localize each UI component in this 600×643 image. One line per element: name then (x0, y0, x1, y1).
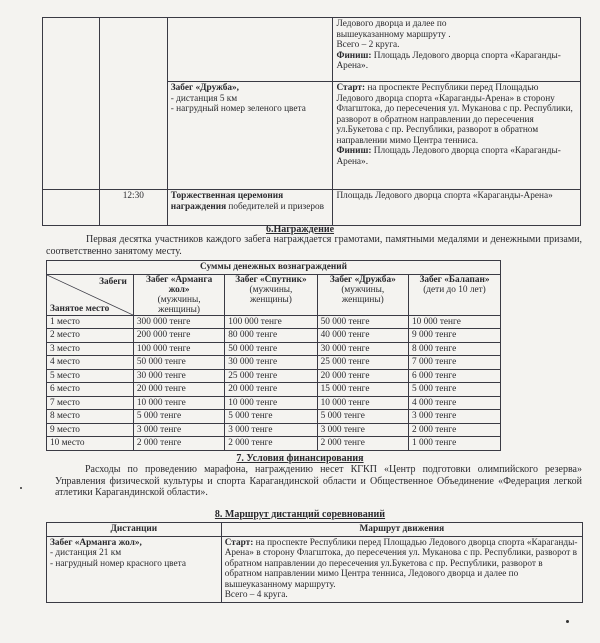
route-cell: Ледового дворца и далее по вышеуказанному маршруту . Всего – 2 круга. Финиш: Площадь Ледового дворца спорта «Караганды-Арена». (333, 18, 581, 82)
table-row (47, 423, 501, 437)
prize-cell: 50 000 тенге (225, 342, 317, 356)
prize-cell: 20 000 тенге (133, 383, 224, 397)
prize-cell: 3 000 тенге (408, 410, 500, 424)
table-row (47, 410, 501, 424)
section-7-heading: 7. Условия финансирования (236, 453, 364, 464)
place-cell: 1 место (47, 315, 134, 329)
prize-table-title: Суммы денежных вознаграждений (47, 261, 501, 275)
prize-cell: 80 000 тенге (225, 329, 317, 343)
prize-cell: 10 000 тенге (133, 396, 224, 410)
prize-cell: 50 000 тенге (317, 315, 408, 329)
table-row (47, 369, 501, 383)
prize-cell: 30 000 тенге (133, 369, 224, 383)
corner-header-cell (47, 274, 134, 315)
prize-cell: 2 000 тенге (225, 437, 317, 451)
column-header: Забег «Дружба» (мужчины, женщины) (317, 274, 408, 315)
prize-cell: 300 000 тенге (133, 315, 224, 329)
prize-table-body (47, 315, 501, 450)
event-cell: Торжественная церемония награждения победителей и призеров (167, 190, 333, 226)
section-6-heading: 6.Награждение (265, 224, 335, 235)
prize-cell: 25 000 тенге (225, 369, 317, 383)
prize-cell: 9 000 тенге (408, 329, 500, 343)
corner-top-label: Забеги (99, 276, 127, 287)
prize-table (46, 260, 501, 451)
table-row (43, 190, 581, 226)
place-cell: 5 место (47, 369, 134, 383)
prize-cell: 6 000 тенге (408, 369, 500, 383)
prize-cell: 40 000 тенге (317, 329, 408, 343)
prize-cell: 20 000 тенге (225, 383, 317, 397)
distance-cell: Забег «Арманга жол», - дистанция 21 км - нагрудный номер красного цвета (47, 536, 222, 602)
table-row (47, 437, 501, 451)
table-row (47, 536, 583, 602)
scan-speck (20, 487, 22, 489)
route-table-header: Дистанции Маршрут движения (47, 523, 583, 537)
route-cell: Старт: на проспекте Республики перед Площадью Ледового дворца спорта «Караганды-Арена» в сторону Флагштока, до пересечения ул. Муканова с пр. Республики, разворот в обратном направлении до пересечения ул.Букетова с пр. Республики, разворот в обратном направлении мимо Центра тенниса, Ледового дворца и далее по вышеуказанному маршруту. Всего – 4 круга. (221, 536, 582, 602)
route-table (46, 522, 583, 603)
table-row (43, 18, 581, 82)
place-cell: 7 место (47, 396, 134, 410)
place-cell: 3 место (47, 342, 134, 356)
table-row (47, 356, 501, 370)
prize-cell: 15 000 тенге (317, 383, 408, 397)
table-row (47, 396, 501, 410)
table-row (47, 383, 501, 397)
table-row (47, 342, 501, 356)
prize-cell: 30 000 тенге (225, 356, 317, 370)
place-cell: 10 место (47, 437, 134, 451)
route-cell: Старт: на проспекте Республики перед Площадью Ледового дворца спорта «Караганды-Арена» в сторону Флагштока, до пересечения ул. Муканова с пр. Республики, разворот в обратном направлении до пересечения ул.Букетова с пр. Республики, разворот в обратном направлении мимо Центра тенниса. Финиш: Площадь Ледового дворца спорта «Караганды-Арена». (333, 82, 581, 190)
prize-cell: 10 000 тенге (317, 396, 408, 410)
table-row (47, 315, 501, 329)
prize-cell: 3 000 тенге (133, 423, 224, 437)
column-header: Забег «Балапан» (дети до 10 лет) (408, 274, 500, 315)
prize-cell: 2 000 тенге (408, 423, 500, 437)
event-cell: Забег «Дружба», - дистанция 5 км - нагрудный номер зеленого цвета (167, 82, 333, 190)
prize-cell: 2 000 тенге (133, 437, 224, 451)
place-cell: 4 место (47, 356, 134, 370)
prize-cell: 10 000 тенге (225, 396, 317, 410)
prize-cell: 25 000 тенге (317, 356, 408, 370)
prize-cell: 4 000 тенге (408, 396, 500, 410)
prize-cell: 100 000 тенге (133, 342, 224, 356)
prize-cell: 8 000 тенге (408, 342, 500, 356)
prize-cell: 100 000 тенге (225, 315, 317, 329)
table-row (47, 329, 501, 343)
section-7-paragraph: Расходы по проведению марафона, награждению несет КГКП «Центр подготовки олимпийского резерва» Управления физической культуры и спорта Карагандинской области и Общественное Объединение «Федерация легкой атлетики Карагандинской области». (55, 464, 582, 498)
date-cell (43, 18, 100, 190)
prize-cell: 50 000 тенге (133, 356, 224, 370)
column-header: Забег «Спутник» (мужчины, женщины) (225, 274, 317, 315)
prize-cell: 2 000 тенге (317, 437, 408, 451)
place-cell: 6 место (47, 383, 134, 397)
time-cell (99, 18, 167, 190)
place-cell: 9 место (47, 423, 134, 437)
prize-cell: 30 000 тенге (317, 342, 408, 356)
prize-cell: 5 000 тенге (133, 410, 224, 424)
place-cell: 2 место (47, 329, 134, 343)
section-8-heading: 8. Маршрут дистанций соревнований (214, 509, 386, 520)
prize-cell: 3 000 тенге (317, 423, 408, 437)
route-cell: Площадь Ледового дворца спорта «Караганды-Арена» (333, 190, 581, 226)
scan-speck (566, 620, 569, 623)
prize-cell: 10 000 тенге (408, 315, 500, 329)
prize-cell: 7 000 тенге (408, 356, 500, 370)
schedule-table (42, 17, 581, 226)
prize-cell: 200 000 тенге (133, 329, 224, 343)
prize-cell: 1 000 тенге (408, 437, 500, 451)
prize-cell: 3 000 тенге (225, 423, 317, 437)
place-cell: 8 место (47, 410, 134, 424)
date-cell (43, 190, 100, 226)
prize-cell: 5 000 тенге (225, 410, 317, 424)
prize-table-header (47, 274, 501, 315)
section-6-paragraph: Первая десятка участников каждого забега награждается грамотами, памятными медалями и денежными призами, соответственно занятому месту. (46, 234, 582, 257)
prize-cell: 5 000 тенге (408, 383, 500, 397)
prize-cell: 5 000 тенге (317, 410, 408, 424)
corner-bottom-label: Занятое место (50, 303, 110, 314)
event-cell (167, 18, 333, 82)
time-cell: 12:30 (99, 190, 167, 226)
prize-cell: 20 000 тенге (317, 369, 408, 383)
column-header: Забег «Арманга жол» (мужчины, женщины) (133, 274, 224, 315)
